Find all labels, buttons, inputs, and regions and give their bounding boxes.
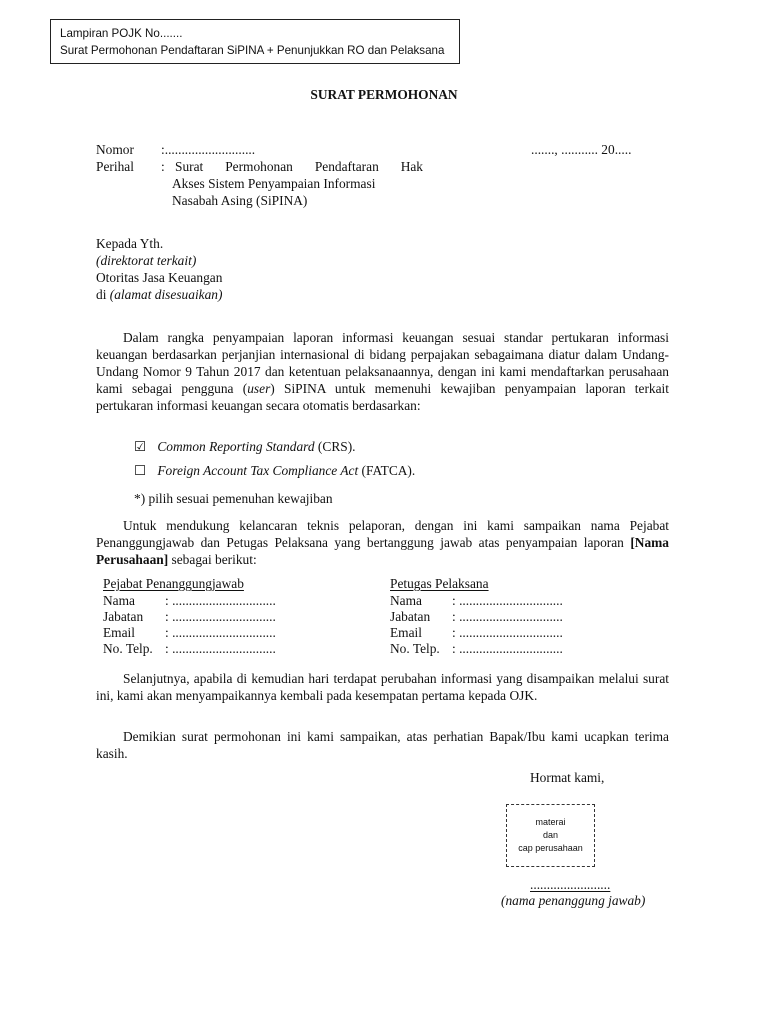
address-line-1: Kepada Yth.	[96, 236, 164, 251]
address-line-3: Otoritas Jasa Keuangan	[96, 270, 223, 285]
left-field-dots: : ...............................	[165, 625, 276, 640]
perihal-line-3: Nasabah Asing (SiPINA)	[172, 193, 308, 208]
company-name-placeholder: [Nama Perusahaan]	[96, 535, 669, 567]
left-field-label: No. Telp.	[103, 641, 153, 656]
option-crs-rest: (CRS).	[314, 439, 356, 454]
date-text: ......., ........... 20.....	[531, 142, 632, 157]
left-field-dots: : ...............................	[165, 593, 276, 608]
option-fatca-rest: (FATCA).	[358, 463, 416, 478]
right-field-label: No. Telp.	[390, 641, 440, 656]
paragraph-4	[96, 728, 669, 762]
stamp-line: materai	[535, 817, 566, 827]
option-fatca[interactable]	[134, 462, 415, 479]
signer-name: (nama penanggung jawab)	[501, 893, 646, 908]
right-field-dots: : ...............................	[452, 609, 563, 624]
left-field-label: Nama	[103, 593, 135, 608]
left-officials-title-text: Pejabat Penanggungjawab	[103, 576, 244, 591]
address-line-2: (direktorat terkait)	[96, 253, 197, 268]
stamp-box	[506, 804, 595, 867]
left-field-label: Email	[103, 625, 135, 640]
paragraph-3-text: Selanjutnya, apabila di kemudian hari terdapat perubahan informasi yang disampaikan melalui surat ini, kami akan menyampaikannya kembali pada kesempatan pertama kepada OJK.	[96, 671, 669, 703]
option-crs[interactable]	[134, 438, 356, 455]
address-line-4-italic: (alamat disesuaikan)	[109, 287, 223, 302]
left-field-dots: : ...............................	[165, 641, 276, 656]
nomor-value: :...........................	[161, 142, 256, 157]
right-field-label: Email	[390, 625, 422, 640]
paragraph-1	[96, 329, 669, 414]
left-field-label: Jabatan	[103, 609, 144, 624]
page-title: SURAT PERMOHONAN	[310, 87, 458, 102]
closing-greeting: Hormat kami,	[530, 770, 605, 785]
option-crs-italic: Common Reporting Standard	[157, 439, 315, 454]
signature-dots: ........................	[530, 877, 611, 892]
lampiran-subject: Surat Permohonan Pendaftaran SiPINA + Penunjukkan RO dan Pelaksana	[60, 44, 445, 57]
right-field-dots: : ...............................	[452, 641, 563, 656]
paragraph-2	[96, 517, 669, 568]
nomor-label: Nomor	[96, 142, 134, 157]
perihal-line-2: Akses Sistem Penyampaian Informasi	[172, 176, 376, 191]
signature-line	[530, 876, 610, 893]
stamp-line: dan	[542, 830, 559, 840]
paragraph-1-part-b: ) SiPINA untuk memenuhi kewajiban penyampaian laporan terkait pertukaran informasi keuangan secara otomatis berdasarkan:	[96, 381, 669, 413]
paragraph-2-part-a: Untuk mendukung kelancaran teknis pelaporan, dengan ini kami sampaikan nama Pejabat Penanggungjawab dan Petugas Pelaksana yang bertanggung jawab atas penyampaian laporan	[96, 518, 669, 550]
paragraph-3	[96, 670, 669, 704]
address-line-4-prefix: di	[96, 287, 110, 302]
lampiran-box	[50, 19, 460, 64]
right-officials-title-text: Petugas Pelaksana	[390, 576, 489, 591]
stamp-line: cap perusahaan	[518, 843, 583, 853]
paragraph-2-part-b: sebagai berikut:	[168, 552, 257, 567]
perihal-label: Perihal	[96, 159, 134, 174]
right-field-label: Nama	[390, 593, 422, 608]
left-field-dots: : ...............................	[165, 609, 276, 624]
address-line-4	[96, 286, 222, 303]
checked-box-icon[interactable]: ☑	[134, 439, 147, 454]
right-officials-title	[390, 575, 489, 592]
perihal-colon: :	[161, 159, 165, 174]
paragraph-1-part-a: Dalam rangka penyampaian laporan informasi keuangan sesuai standar pertukaran informasi keuangan berdasarkan perjanjian internasional di bidang perpajakan sebagaimana diatur dalam Undang-Undang Nomor 9 Tahun 2017 dan ketentuan pelaksanaannya, dengan ini kami mendaftarkan perusahaan kami sebagai pengguna (	[96, 330, 669, 396]
option-fatca-italic: Foreign Account Tax Compliance Act	[157, 463, 359, 478]
empty-box-icon[interactable]: ☐	[134, 463, 147, 478]
option-note: *) pilih sesuai pemenuhan kewajiban	[134, 491, 333, 506]
right-field-dots: : ...............................	[452, 593, 563, 608]
lampiran-number: Lampiran POJK No.......	[60, 27, 183, 40]
right-field-label: Jabatan	[390, 609, 431, 624]
paragraph-4-text: Demikian surat permohonan ini kami sampaikan, atas perhatian Bapak/Ibu kami ucapkan terima kasih.	[96, 729, 669, 761]
right-field-dots: : ...............................	[452, 625, 563, 640]
left-officials-title	[103, 575, 244, 592]
perihal-line-1: Surat Permohonan Pendaftaran Hak	[175, 159, 423, 174]
paragraph-1-user: user	[247, 381, 271, 396]
